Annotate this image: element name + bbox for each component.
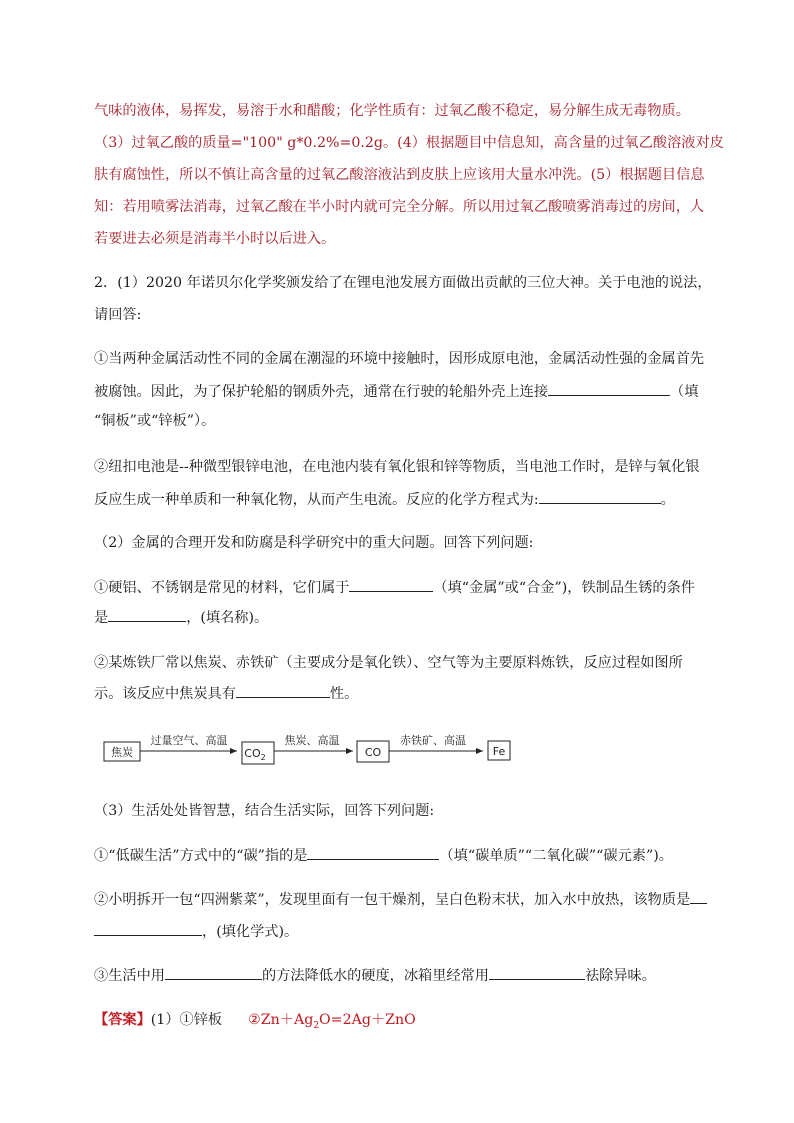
answer-blank-9[interactable] [489, 965, 585, 980]
q2-p4-line-2 [94, 683, 358, 704]
q2-p7-line-1 [94, 965, 656, 986]
q2-p2-text-b: 。 [660, 492, 675, 508]
q2-p6-line-2 [94, 921, 298, 942]
answer-blank-6[interactable] [307, 845, 439, 860]
q2-p3-text-d: ，(填名称)。 [186, 610, 269, 626]
answer-equation [248, 1012, 416, 1031]
question-2-intro: 2．(1）2020 年诺贝尔化学奖颁发给了在锂电池发展方面做出贡献的三位大神。关于电池的说法， [94, 275, 712, 291]
q2-p2-text-a: 反应生成一种单质和一种氧化物，从而产生电流。反应的化学方程式为: [94, 492, 539, 508]
q2-p3-text-c: 是 [94, 610, 109, 626]
q2-p3-text-b: （填“金属”或“合金”)，铁制品生锈的条件 [433, 580, 695, 596]
answer-blank-3[interactable] [349, 577, 433, 592]
flow-diagram-svg [103, 732, 523, 768]
flow-box-co2-main: CO [244, 747, 261, 760]
flow-arrow-2-label: 焦炭、高温 [284, 734, 340, 747]
answer-blank-2[interactable] [539, 489, 661, 504]
answer-blank-7b[interactable] [94, 921, 202, 936]
answer-blank-5[interactable] [236, 683, 330, 698]
solution-line-5: 若要进去必须是消毒半小时以后进入。 [94, 231, 336, 247]
solution-line-1: 气味的液体，易挥发，易溶于水和醋酸；化学性质有：过氧乙酸不稳定，易分解生成无毒物质。 [94, 103, 690, 119]
section-2-title: （2）金属的合理开发和防腐是科学研究中的重大问题。回答下列问题: [94, 535, 534, 551]
q2-p4-line-1: ②某炼铁厂常以焦炭、赤铁矿（主要成分是氧化铁）、空气等为主要原料炼铁，反应过程如图所 [94, 655, 683, 671]
flow-arrow-1-label: 过量空气、高温 [150, 734, 228, 747]
q2-p1-text-b: （填 [670, 384, 699, 400]
answer-blank-8[interactable] [165, 965, 262, 980]
q2-p6-line-1 [94, 889, 707, 910]
answer-blank-7a[interactable] [690, 889, 707, 904]
answer-eq-b: O=2Ag＋ZnO [319, 1012, 416, 1028]
q2-p1-text-a: 被腐蚀。因此，为了保护轮船的钢质外壳，通常在行驶的轮船外壳上连接 [94, 384, 549, 400]
answer-blank-1[interactable] [548, 381, 670, 396]
flow-box-co2-sub: 2 [260, 753, 266, 762]
question-2-intro-cont: 请回答: [94, 307, 142, 323]
solution-line-2: （3）过氧乙酸的质量="100" g*0.2%=0.2g。(4）根据题目中信息知，高含量的过氧乙酸溶液对皮 [94, 135, 724, 151]
q2-p3-text-a: ①硬铝、不锈钢是常见的材料，它们属于 [94, 580, 350, 596]
solution-line-4: 知：若用喷雾法消毒，过氧乙酸在半小时内就可完全分解。所以用过氧乙酸喷雾消毒过的房间，人 [94, 199, 705, 215]
q2-p1-line-1: ①当两种金属活动性不同的金属在潮湿的环境中接触时，因形成原电池，金属活动性强的金属首先 [94, 351, 705, 367]
flow-box-coke-label: 焦炭 [111, 746, 133, 759]
q2-p3-line-1 [94, 577, 695, 598]
q2-p5-text-b: （填“碳单质”“二氧化碳”“碳元素”)。 [439, 848, 673, 864]
answer-blank-4[interactable] [108, 607, 186, 622]
solution-line-3: 肤有腐蚀性，所以不慎让高含量的过氧乙酸溶液沾到皮肤上应该用大量水冲洗。(5）根据题目信息 [94, 167, 705, 183]
q2-p1-line-3: “铜板”或“锌板”）。 [94, 413, 216, 429]
answer-label: 【答案】 [94, 1012, 151, 1028]
answer-part-1: (1）①锌板 [150, 1012, 223, 1028]
q2-p5-line-1 [94, 845, 673, 866]
q2-p4-text-b: 性。 [329, 686, 359, 702]
smelting-flow-diagram [103, 732, 523, 768]
q2-p7-text-a: ③生活中用 [94, 968, 165, 984]
q2-p4-text-a: 示。该反应中焦炭具有 [94, 686, 236, 702]
answer-eq-sub: 2 [313, 1020, 320, 1031]
flow-box-fe-label: Fe [492, 745, 506, 758]
q2-p7-text-c: 祛除异味。 [584, 968, 656, 984]
q2-p3-line-2 [94, 607, 268, 628]
flow-box-co-label: CO [364, 746, 382, 759]
q2-p6-text-a: ②小明拆开一包“四洲紫菜”，发现里面有一包干燥剂，呈白色粉末状，加入水中放热，该物质是 [94, 892, 691, 908]
q2-p5-text-a: ①“低碳生活”方式中的“碳”指的是 [94, 848, 308, 864]
section-3-title: （3）生活处处皆智慧，结合生活实际，回答下列问题: [94, 803, 435, 819]
answer-eq-a: ②Zn＋Ag [248, 1012, 314, 1028]
q2-p6-text-b: ，(填化学式)。 [202, 924, 299, 940]
answer-line [94, 1010, 416, 1036]
q2-p2-line-1: ②纽扣电池是--种微型银锌电池，在电池内装有氧化银和锌等物质，当电池工作时，是锌与氧化银 [94, 459, 700, 475]
q2-p1-line-2 [94, 381, 698, 402]
flow-arrow-3-label: 赤铁矿、高温 [400, 734, 466, 747]
q2-p7-text-b: 的方法降低水的硬度，冰箱里经常用 [261, 968, 489, 984]
q2-p2-line-2 [94, 489, 675, 510]
